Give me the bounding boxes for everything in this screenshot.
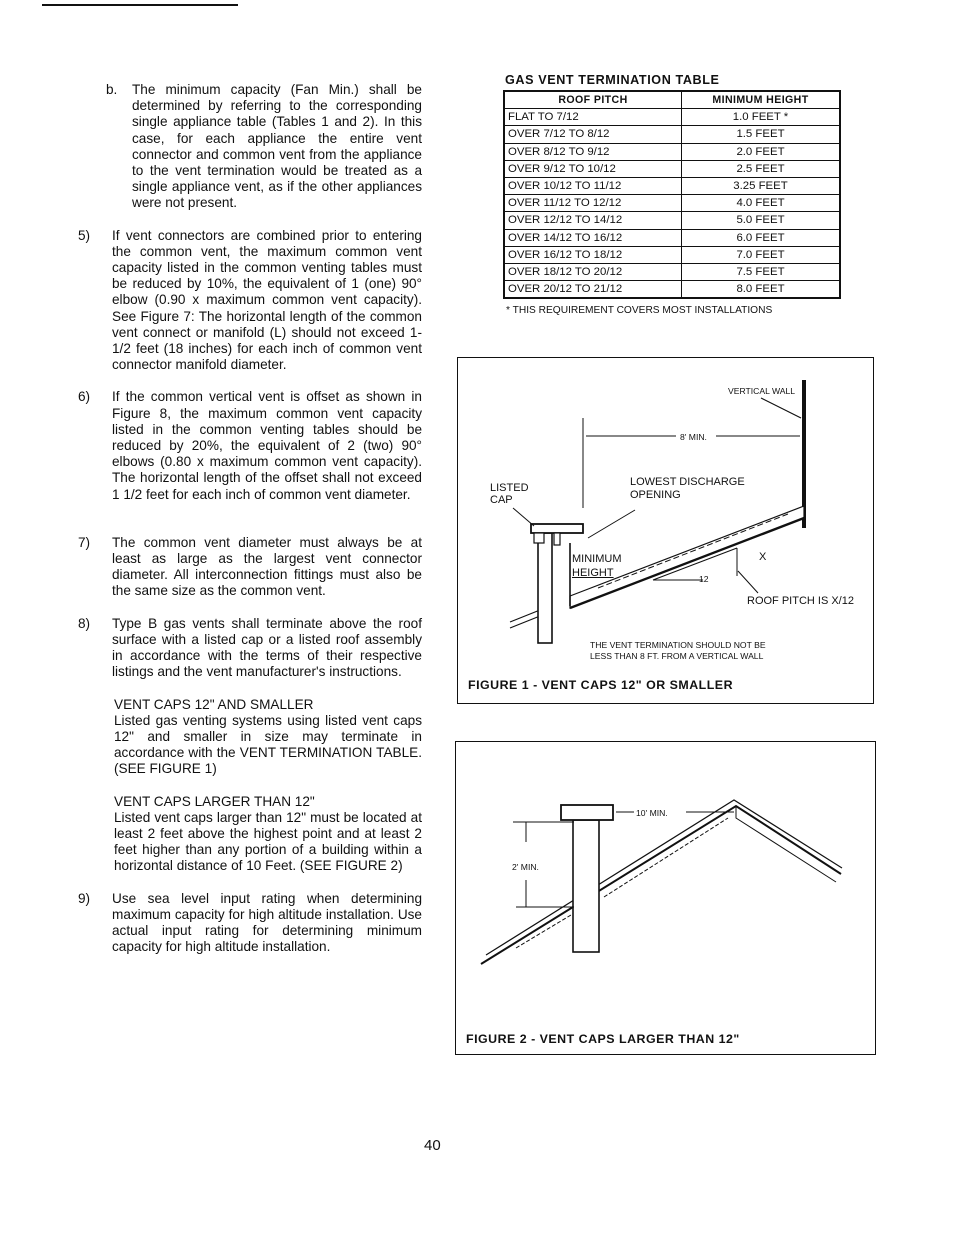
table-header-row <box>504 91 840 109</box>
list-item-6 <box>74 389 422 502</box>
figure-2-drawing <box>456 742 875 1054</box>
pitch-cell: OVER 14/12 TO 16/12 <box>504 229 682 246</box>
table-title: GAS VENT TERMINATION TABLE <box>505 73 720 87</box>
figure-1 <box>457 357 874 704</box>
pitch-cell: OVER 8/12 TO 9/12 <box>504 143 682 160</box>
vent-caps-large-section <box>114 794 422 875</box>
pitch-cell: FLAT TO 7/12 <box>504 109 682 126</box>
figure-1-caption: FIGURE 1 - VENT CAPS 12" OR SMALLER <box>468 678 734 692</box>
item-marker: b. <box>106 82 118 97</box>
label-roof-pitch: ROOF PITCH IS X/12 <box>747 595 854 607</box>
label-opening: OPENING <box>630 489 681 501</box>
section-heading: VENT CAPS 12" AND SMALLER <box>114 696 314 712</box>
figure-2 <box>455 741 876 1055</box>
table-row <box>504 229 840 246</box>
header-roof-pitch: ROOF PITCH <box>504 91 682 109</box>
pitch-cell: OVER 11/12 TO 12/12 <box>504 195 682 212</box>
height-cell: 1.0 FEET * <box>682 109 841 126</box>
page-number: 40 <box>424 1137 441 1154</box>
height-cell: 1.5 FEET <box>682 126 841 143</box>
item-text: If the common vertical vent is offset as shown in Figure 8, the maximum common vent capacity listed in the common venting tables should be reduced by 20%, the equivalent of 2 (two) 90° elbows (0.80 x maximum common vent capacity). The horizontal length of the offset shall not exceed 1 1/2 feet for each inch of common vent diameter. <box>112 389 422 502</box>
item-marker: 5) <box>78 227 91 243</box>
item-text: Type B gas vents shall terminate above the roof surface with a listed cap or a listed roof assembly in accordance with the terms of their respective listings and the vent manufacturer's instructions. <box>112 615 422 680</box>
table-row <box>504 126 840 143</box>
item-text: If vent connectors are combined prior to entering the common vent, the maximum common vent capacity listed in the common venting tables must be reduced by 10%, the equivalent of 1 (one) 90° elbow (0.90 x maximum common vent capacity). See Figure 7: The horizontal length of the common vent connect or manifold (L) should not exceed 1-1/2 feet (18 inches) for each inch of common vent connector manifold diameter. <box>112 227 422 373</box>
list-item-9 <box>74 891 422 956</box>
list-item-5 <box>74 228 422 374</box>
pitch-cell: OVER 10/12 TO 11/12 <box>504 177 682 194</box>
label-12: 12 <box>699 574 709 584</box>
item-marker: 9) <box>78 890 91 906</box>
height-cell: 2.5 FEET <box>682 160 841 177</box>
item-marker: 7) <box>78 534 91 550</box>
vent-caps-small-section <box>114 697 422 778</box>
item-text: The minimum capacity (Fan Min.) shall be determined by referring to the corresponding single appliance table (Tables 1 and 2). In this case, for each appliance the entire vent connector and common vent from the appliance to the vent termination would be treated as a single appliance vent, as if the other appliances were not present. <box>132 82 422 211</box>
note-line-2: LESS THAN 8 FT. FROM A VERTICAL WALL <box>590 651 764 661</box>
label-vertical-wall: VERTICAL WALL <box>728 386 796 396</box>
list-item-b <box>102 82 422 212</box>
pitch-cell: OVER 16/12 TO 18/12 <box>504 246 682 263</box>
label-cap: CAP <box>490 494 513 506</box>
item-text: The common vent diameter must always be at least as large as the largest vent connector diameter. All interconnection fittings must also be the same size as the common vent. <box>112 534 422 599</box>
table-row <box>504 195 840 212</box>
label-8ft-min: 8' MIN. <box>680 432 707 442</box>
table-row <box>504 160 840 177</box>
height-cell: 3.25 FEET <box>682 177 841 194</box>
note-line-1: THE VENT TERMINATION SHOULD NOT BE <box>590 640 766 650</box>
item-text: Use sea level input rating when determining maximum capacity for high altitude installation. Use actual input rating for determining minimum capacity for high altitude installation. <box>112 890 422 955</box>
label-lowest-discharge: LOWEST DISCHARGE <box>630 476 745 488</box>
header-minimum-height: MINIMUM HEIGHT <box>682 91 841 109</box>
table-footnote: * THIS REQUIREMENT COVERS MOST INSTALLATIONS <box>506 305 773 316</box>
section-text: Listed gas venting systems using listed vent caps 12" and smaller in size may terminate in accordance with the VENT TERMINATION TABLE. (SEE FIGURE 1) <box>114 712 422 777</box>
table-row <box>504 212 840 229</box>
figure-2-caption: FIGURE 2 - VENT CAPS LARGER THAN 12" <box>466 1032 740 1046</box>
body-text-column <box>74 82 422 971</box>
pitch-cell: OVER 7/12 TO 8/12 <box>504 126 682 143</box>
height-cell: 4.0 FEET <box>682 195 841 212</box>
table-row <box>504 246 840 263</box>
table-row <box>504 263 840 280</box>
section-text: Listed vent caps larger than 12" must be located at least 2 feet above the highest point and at least 2 feet higher than any portion of a building within a horizontal distance of 10 Feet. (SEE FIGURE 2) <box>114 809 422 874</box>
label-x: X <box>759 551 767 563</box>
label-listed: LISTED <box>490 482 529 494</box>
pitch-cell: OVER 20/12 TO 21/12 <box>504 281 682 299</box>
list-item-8 <box>74 616 422 681</box>
pitch-cell: OVER 12/12 TO 14/12 <box>504 212 682 229</box>
item-marker: 8) <box>78 615 91 631</box>
height-cell: 7.0 FEET <box>682 246 841 263</box>
table-row <box>504 281 840 299</box>
height-cell: 5.0 FEET <box>682 212 841 229</box>
item-marker: 6) <box>78 389 91 405</box>
table-row <box>504 177 840 194</box>
label-2ft-min: 2' MIN. <box>512 862 539 872</box>
height-cell: 8.0 FEET <box>682 281 841 299</box>
table-row <box>504 143 840 160</box>
pitch-cell: OVER 9/12 TO 10/12 <box>504 160 682 177</box>
height-cell: 7.5 FEET <box>682 263 841 280</box>
height-cell: 2.0 FEET <box>682 143 841 160</box>
top-rule <box>42 4 238 6</box>
vent-termination-table <box>503 90 841 299</box>
label-minimum: MINIMUM <box>572 553 622 565</box>
pitch-cell: OVER 18/12 TO 20/12 <box>504 263 682 280</box>
section-heading: VENT CAPS LARGER THAN 12" <box>114 793 315 809</box>
height-cell: 6.0 FEET <box>682 229 841 246</box>
label-height: HEIGHT <box>572 567 614 579</box>
table-row <box>504 109 840 126</box>
label-10ft-min: 10' MIN. <box>636 808 668 818</box>
list-item-7 <box>74 535 422 600</box>
